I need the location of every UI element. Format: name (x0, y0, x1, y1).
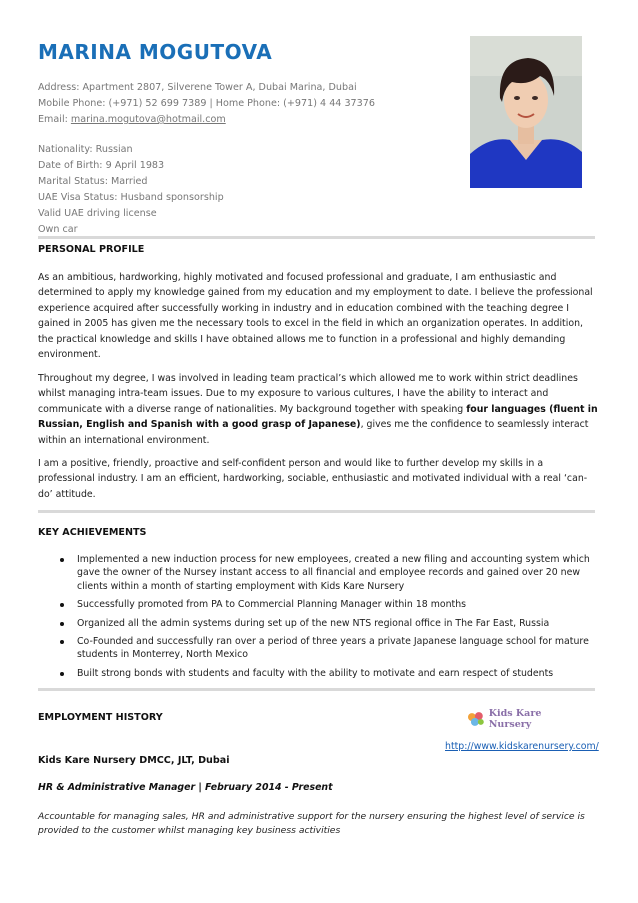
nationality-line: Nationality: Russian (38, 144, 133, 155)
bullet-icon (60, 672, 64, 676)
email-link[interactable]: marina.mogutova@hotmail.com (70, 114, 226, 125)
nursery-website-link[interactable]: http://www.kidskarenursery.com/ (445, 741, 599, 752)
address-line: Address: Apartment 2807, Silverene Tower A, Dubai Marina, Dubai (38, 82, 357, 93)
dob-line: Date of Birth: 9 April 1983 (38, 160, 165, 171)
employment-history-heading: EMPLOYMENT HISTORY (38, 712, 163, 723)
achievements-list (60, 553, 600, 685)
bullet-icon (60, 558, 64, 562)
personal-profile-heading: PERSONAL PROFILE (38, 244, 145, 255)
profile-photo (470, 36, 582, 188)
driving-license-line: Valid UAE driving license (38, 208, 157, 219)
kids-kare-nursery-logo: Kids Kare Nursery (466, 710, 586, 728)
divider (38, 688, 595, 691)
job-description: Accountable for managing sales, HR and administrative support for the nursery ensuring the highest level of service is provided to the customer whilst managing key business activities (38, 811, 585, 836)
email-label: Email: (38, 114, 71, 125)
visa-status-line: UAE Visa Status: Husband sponsorship (38, 192, 224, 203)
list-item: Successfully promoted from PA to Commercial Planning Manager within 18 months (60, 598, 600, 611)
bullet-icon (60, 640, 64, 644)
list-item: Co-Founded and successfully ran over a period of three years a private Japanese language school for mature students in Monterrey, North Mexico (60, 635, 600, 662)
contact-block (38, 80, 375, 238)
marital-status-line: Marital Status: Married (38, 176, 148, 187)
key-achievements-heading: KEY ACHIEVEMENTS (38, 527, 147, 538)
list-item: Built strong bonds with students and faculty with the ability to motivate and earn respect of students (60, 667, 600, 680)
bullet-icon (60, 622, 64, 626)
list-item: Organized all the admin systems during set up of the new NTS regional office in The Far East, Russia (60, 617, 600, 630)
profile-paragraph-2: Throughout my degree, I was involved in leading team practical’s which allowed me to work within strict deadlines whilst managing intra-team issues. Due to my exposure to various cultures, I have the ability to interact and communicate with a diverse range of nationalities. My background together with speaking four languages (fluent in Russian, English and Spanish with a good grasp of Japanese), gives me the confidence to seamlessly interact within an international environment. (38, 373, 598, 446)
profile-paragraph-3: I am a positive, friendly, proactive and self-confident person and would like to further develop my skills in a professional industry. I am an efficient, hardworking, sociable, enthusiastic and motivated individual with a real ‘can-do’ attitude. (38, 458, 588, 500)
profile-paragraph-1: As an ambitious, hardworking, highly motivated and focused professional and graduate, I am enthusiastic and determined to apply my knowledge gained from my education and my employment to date. I believe the professional experience acquired after successfully working in industry and in education combined with the teaching degree I gained in 2005 has given me the necessary tools to excel in the field in which an organization operates. In addition, the practical knowledge and skills I have obtained allows me to function in a professional and highly demanding environment. (38, 272, 593, 361)
email-line (38, 112, 375, 128)
divider (38, 236, 595, 239)
job-title: HR & Administrative Manager | February 2014 - Present (38, 782, 333, 793)
languages-highlight: four languages (fluent in Russian, English and Spanish with a good grasp of Japanese) (38, 403, 598, 431)
phone-line: Mobile Phone: (+971) 52 699 7389 | Home Phone: (+971) 4 44 37376 (38, 98, 375, 109)
own-car-line: Own car (38, 224, 78, 235)
flower-icon (466, 711, 486, 727)
divider (38, 510, 595, 513)
candidate-name: MARINA MOGUTOVA (38, 40, 273, 64)
company-name: Kids Kare Nursery DMCC, JLT, Dubai (38, 755, 230, 766)
list-item: Implemented a new induction process for new employees, created a new filing and accounting system which gave the owner of the Nursey instant access to all financial and employee records and gained over 20 new clients within a month of starting employment with Kids Kare Nursery (60, 553, 600, 593)
bullet-icon (60, 603, 64, 607)
